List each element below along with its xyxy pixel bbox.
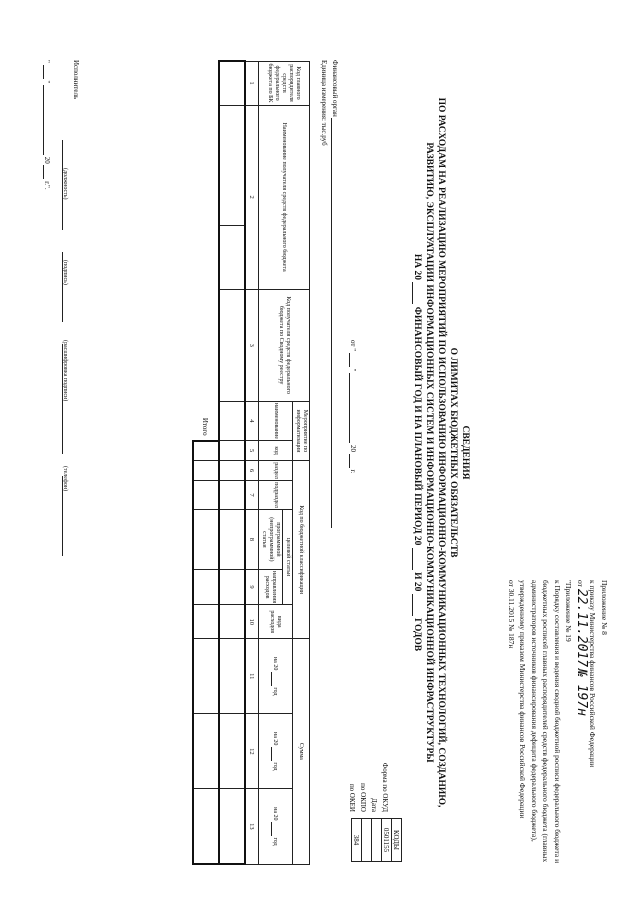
sign-date-g: г.". xyxy=(43,181,51,190)
appendix-line: "Приложение № 19 xyxy=(564,580,574,642)
limits-table xyxy=(192,60,310,865)
sign-year-blank[interactable] xyxy=(43,165,52,179)
total-cell[interactable] xyxy=(193,789,219,864)
col-number: 10 xyxy=(245,605,259,639)
sign-day-blank[interactable] xyxy=(43,65,52,79)
doc-subtitle: О ЛИМИТАХ БЮДЖЕТНЫХ ОБЯЗАТЕЛЬСТВ xyxy=(448,347,458,558)
doc-subtitle-line: ПО РАСХОДАМ НА РЕАЛИЗАЦИЮ МЕРОПРИЯТИЙ ПО ИСПОЛЬЗОВАНИЮ ИНФОРМАЦИОННО-КОММУНИКАЦИОННЫХ ТЕХНОЛОГИЙ, СОЗДАНИЮ, xyxy=(436,97,446,808)
okpo-code-cell[interactable] xyxy=(362,819,372,862)
date-g: г. xyxy=(349,469,357,474)
fin-organ-field[interactable] xyxy=(331,118,340,528)
col-number: 1 xyxy=(245,61,259,105)
year1-prefix: на 20 xyxy=(272,656,278,671)
codes-header: КОДЫ xyxy=(392,819,402,862)
year3-blank[interactable] xyxy=(271,822,280,836)
header-grbs-code: Код главного распорядителя средств федерального бюджета по БК xyxy=(259,61,310,105)
header-recipient-code: Код получателя средств федерального бюджета по Сводному реестру xyxy=(259,289,310,401)
date-quote: " xyxy=(349,368,357,372)
header-razdel: раздел xyxy=(259,461,293,481)
year1-blank[interactable] xyxy=(271,672,280,686)
period-prefix: НА 20 xyxy=(412,253,422,280)
total-label: Итого xyxy=(201,417,210,436)
header-vid: вида расходов xyxy=(259,605,293,639)
data-cell[interactable] xyxy=(219,105,245,225)
period-suffix: ГОДОВ xyxy=(412,618,422,652)
appendix-line: утвержденному приказом Министерства финансов Российской Федерации xyxy=(518,580,528,819)
data-cell[interactable] xyxy=(219,714,245,789)
col-number: 7 xyxy=(245,481,259,510)
date-label: Дата xyxy=(370,798,378,812)
appendix-line: бюджетных росписей главных распорядителей средств федерального бюджета (главных xyxy=(541,580,551,863)
okud-label: Форма по ОКУД xyxy=(381,762,389,812)
doc-subtitle-line: РАЗВИТИЮ, ЭКСПЛУАТАЦИИ ИНФОРМАЦИОННЫХ СИСТЕМ И ИНФОРМАЦИОННО-КОММУНИКАЦИОННОЙ ИНФРАСТРУКТУРЫ xyxy=(424,142,434,763)
total-cell[interactable] xyxy=(193,639,219,714)
header-podrazdel: подраздел xyxy=(259,481,293,510)
date-year-blank[interactable] xyxy=(349,454,358,468)
col-number: 4 xyxy=(245,401,259,440)
data-cell[interactable] xyxy=(219,639,245,714)
data-cell[interactable] xyxy=(219,289,245,401)
total-cell[interactable] xyxy=(193,714,219,789)
header-year1 xyxy=(259,639,293,714)
col-number: 2 xyxy=(245,105,259,289)
data-cell[interactable] xyxy=(219,569,245,604)
appendix-date-prefix: от xyxy=(576,580,585,587)
sign-date-year: 20 xyxy=(43,156,51,164)
total-cell[interactable] xyxy=(193,441,219,461)
total-cell[interactable] xyxy=(193,461,219,481)
okei-code: 384 xyxy=(352,819,362,862)
executor-row xyxy=(72,60,80,99)
data-cell[interactable] xyxy=(219,481,245,510)
total-cell[interactable] xyxy=(193,569,219,604)
unit-label: Единица измерения: тыс.руб xyxy=(320,60,328,146)
header-event: Мероприятие по информатизации xyxy=(293,401,310,460)
header-napr: направления расходов xyxy=(259,569,283,604)
header-sum: Сумма xyxy=(293,639,310,864)
total-row xyxy=(193,61,219,864)
year2-suffix: год xyxy=(272,762,278,771)
col-number: 3 xyxy=(245,289,259,401)
appendix-handwritten-number: № 197н xyxy=(574,668,589,716)
period-year2-blank[interactable] xyxy=(412,548,421,570)
data-cell[interactable] xyxy=(219,461,245,481)
appendix-handwritten-date: 22.11.2017 xyxy=(574,588,589,668)
total-cell[interactable] xyxy=(193,481,219,510)
date-code-cell[interactable] xyxy=(372,819,382,862)
position-caption: (должность) xyxy=(62,168,68,200)
data-cell[interactable] xyxy=(219,605,245,639)
header-bk-code: Код по бюджетной классификации xyxy=(293,461,310,639)
date-day-blank[interactable] xyxy=(349,353,358,367)
data-cell[interactable] xyxy=(219,509,245,569)
header-program: программной (непрограммной) статьи xyxy=(259,509,283,569)
header-event-name: наименование xyxy=(259,401,293,440)
col-number: 13 xyxy=(245,789,259,864)
codes-box xyxy=(351,818,402,862)
appendix-line xyxy=(575,580,588,880)
col-number: 8 xyxy=(245,509,259,569)
sign-date-q1: " xyxy=(43,60,51,63)
data-cell[interactable] xyxy=(219,225,245,289)
appendix-block xyxy=(506,580,611,880)
col-number: 12 xyxy=(245,714,259,789)
header-csr: целевой статьи xyxy=(283,509,293,604)
period-year-blank[interactable] xyxy=(412,282,421,304)
fin-organ-label: Финансовый орган xyxy=(331,60,339,117)
header-recipient-name: Наименование получателя средств федерального бюджета xyxy=(259,105,310,289)
executor-label: Исполнитель xyxy=(72,60,80,100)
fin-organ-row xyxy=(331,60,340,528)
data-cell[interactable] xyxy=(219,61,245,105)
total-cell[interactable] xyxy=(193,605,219,639)
year3-prefix: на 20 xyxy=(272,807,278,821)
col-number: 11 xyxy=(245,639,259,714)
col-number: 5 xyxy=(245,441,259,461)
data-cell[interactable] xyxy=(219,401,245,440)
year2-blank[interactable] xyxy=(271,747,280,761)
data-cell[interactable] xyxy=(219,789,245,864)
okei-label: по ОКЕИ xyxy=(348,783,356,812)
date-month-blank[interactable] xyxy=(349,373,358,443)
doc-title: СВЕДЕНИЯ xyxy=(460,425,470,480)
period-year3-blank[interactable] xyxy=(412,594,421,616)
decode-caption: (расшифровка подписи) xyxy=(62,340,68,402)
date-line xyxy=(349,340,358,473)
col-number: 9 xyxy=(245,569,259,604)
appendix-line: от 30.11.2015 № 187н xyxy=(507,580,516,649)
total-cell[interactable] xyxy=(193,509,219,569)
year3-suffix: год xyxy=(272,837,278,846)
period-and: И 20 xyxy=(412,572,422,592)
date-year: 20 xyxy=(349,444,357,452)
header-year3 xyxy=(259,789,293,864)
col-number: 6 xyxy=(245,461,259,481)
header-year2 xyxy=(259,714,293,789)
doc-period-line xyxy=(412,0,422,905)
date-from: от " xyxy=(349,340,357,352)
signature-caption: (подпись) xyxy=(62,260,68,285)
appendix-line: администраторов источников финансирования дефицита федерального бюджета), xyxy=(530,580,539,842)
header-event-code: код xyxy=(259,441,293,461)
appendix-line: к Порядку составления и ведения сводной бюджетной росписи федерального бюджета и xyxy=(553,580,562,864)
data-cell[interactable] xyxy=(219,441,245,461)
okud-code: 0501155 xyxy=(382,819,392,862)
period-middle: ФИНАНСОВЫЙ ГОД И НА ПЛАНОВЫЙ ПЕРИОД 20 xyxy=(412,306,422,546)
appendix-line: Приложение № 8 xyxy=(600,580,609,635)
year1-suffix: год xyxy=(272,687,278,696)
sign-date-q2: " xyxy=(43,80,51,84)
year2-prefix: на 20 xyxy=(272,732,278,746)
phone-caption: (телефон) xyxy=(62,466,68,492)
okpo-label: по ОКПО xyxy=(359,783,367,812)
appendix-order-ref: к приказу Министерства финансов Российской Федерации xyxy=(588,580,598,768)
sign-month-blank[interactable] xyxy=(43,85,52,155)
table-row xyxy=(219,61,245,864)
sign-date-row xyxy=(43,60,52,190)
